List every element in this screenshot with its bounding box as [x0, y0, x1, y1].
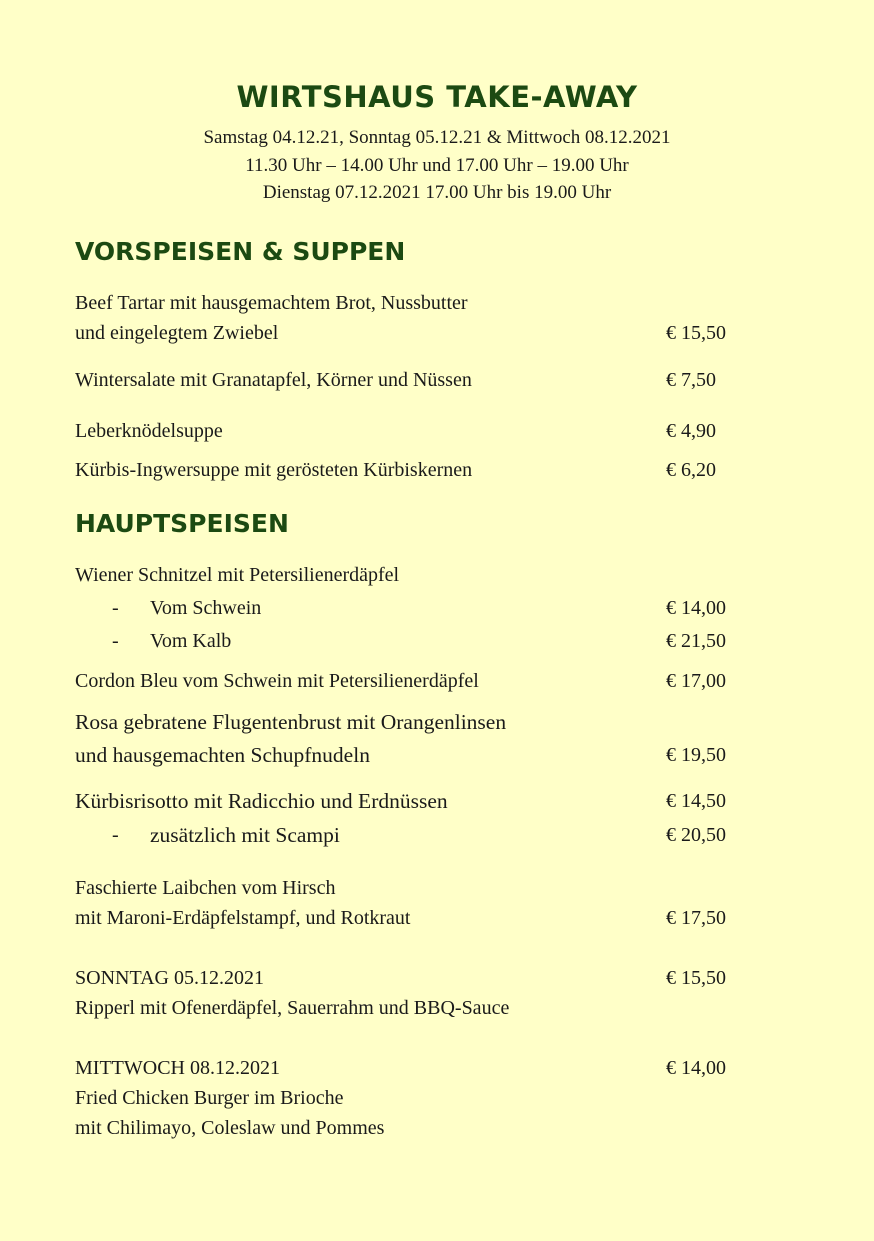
special-mittwoch-dish-line1: Fried Chicken Burger im Brioche [75, 1087, 344, 1109]
opening-hours: 11.30 Uhr – 14.00 Uhr und 17.00 Uhr – 19.00 Uhr [245, 155, 629, 176]
item-schnitzel: Wiener Schnitzel mit Petersilienerdäpfel [75, 564, 400, 586]
item-schnitzel-schwein: Vom Schwein [150, 597, 262, 619]
bullet-dash: - [112, 630, 119, 652]
item-ente-line2: und hausgemachten Schupfnudeln [75, 743, 370, 767]
item-risotto-scampi-price: € 20,50 [666, 824, 726, 846]
opening-days: Samstag 04.12.21, Sonntag 05.12.21 & Mittwoch 08.12.2021 [203, 127, 671, 148]
opening-tuesday: Dienstag 07.12.2021 17.00 Uhr bis 19.00 Uhr [262, 182, 612, 203]
item-leberknoedelsuppe: Leberknödelsuppe [75, 420, 223, 442]
item-laibchen-line2: mit Maroni-Erdäpfelstampf, und Rotkraut [75, 907, 411, 929]
item-cordon-bleu-price: € 17,00 [666, 670, 726, 692]
item-laibchen-line1: Faschierte Laibchen vom Hirsch [75, 877, 336, 899]
special-sonntag-day: SONNTAG 05.12.2021 [75, 967, 264, 989]
item-schnitzel-kalb: Vom Kalb [150, 630, 232, 652]
bullet-dash: - [112, 597, 119, 619]
item-ente-line1: Rosa gebratene Flugentenbrust mit Orangenlinsen [75, 710, 507, 734]
special-mittwoch-dish-line2: mit Chilimayo, Coleslaw und Pommes [75, 1117, 385, 1139]
item-beef-tartar-line1: Beef Tartar mit hausgemachtem Brot, Nussbutter [75, 292, 468, 314]
page-title: WIRTSHAUS TAKE-AWAY [236, 80, 638, 114]
item-beef-tartar-price: € 15,50 [666, 322, 726, 344]
special-mittwoch-day: MITTWOCH 08.12.2021 [75, 1057, 280, 1079]
section-heading-vorspeisen: VORSPEISEN & SUPPEN [75, 237, 406, 266]
special-mittwoch-price: € 14,00 [666, 1057, 726, 1079]
item-risotto: Kürbisrisotto mit Radicchio und Erdnüssen [75, 789, 448, 813]
item-ente-price: € 19,50 [666, 744, 726, 766]
item-risotto-scampi: zusätzlich mit Scampi [150, 823, 340, 847]
item-risotto-price: € 14,50 [666, 790, 726, 812]
item-leberknoedelsuppe-price: € 4,90 [666, 420, 716, 442]
item-schnitzel-schwein-price: € 14,00 [666, 597, 726, 619]
item-wintersalate: Wintersalate mit Granatapfel, Körner und Nüssen [75, 369, 472, 391]
item-kuerbissuppe-price: € 6,20 [666, 459, 716, 481]
item-cordon-bleu: Cordon Bleu vom Schwein mit Petersilienerdäpfel [75, 670, 479, 692]
special-sonntag-price: € 15,50 [666, 967, 726, 989]
item-schnitzel-kalb-price: € 21,50 [666, 630, 726, 652]
item-laibchen-price: € 17,50 [666, 907, 726, 929]
item-kuerbissuppe: Kürbis-Ingwersuppe mit gerösteten Kürbiskernen [75, 459, 473, 481]
item-beef-tartar-line2: und eingelegtem Zwiebel [75, 322, 279, 344]
item-wintersalate-price: € 7,50 [666, 369, 716, 391]
special-sonntag-dish: Ripperl mit Ofenerdäpfel, Sauerrahm und BBQ-Sauce [75, 997, 510, 1019]
bullet-dash: - [112, 824, 119, 846]
section-heading-hauptspeisen: HAUPTSPEISEN [75, 509, 289, 538]
